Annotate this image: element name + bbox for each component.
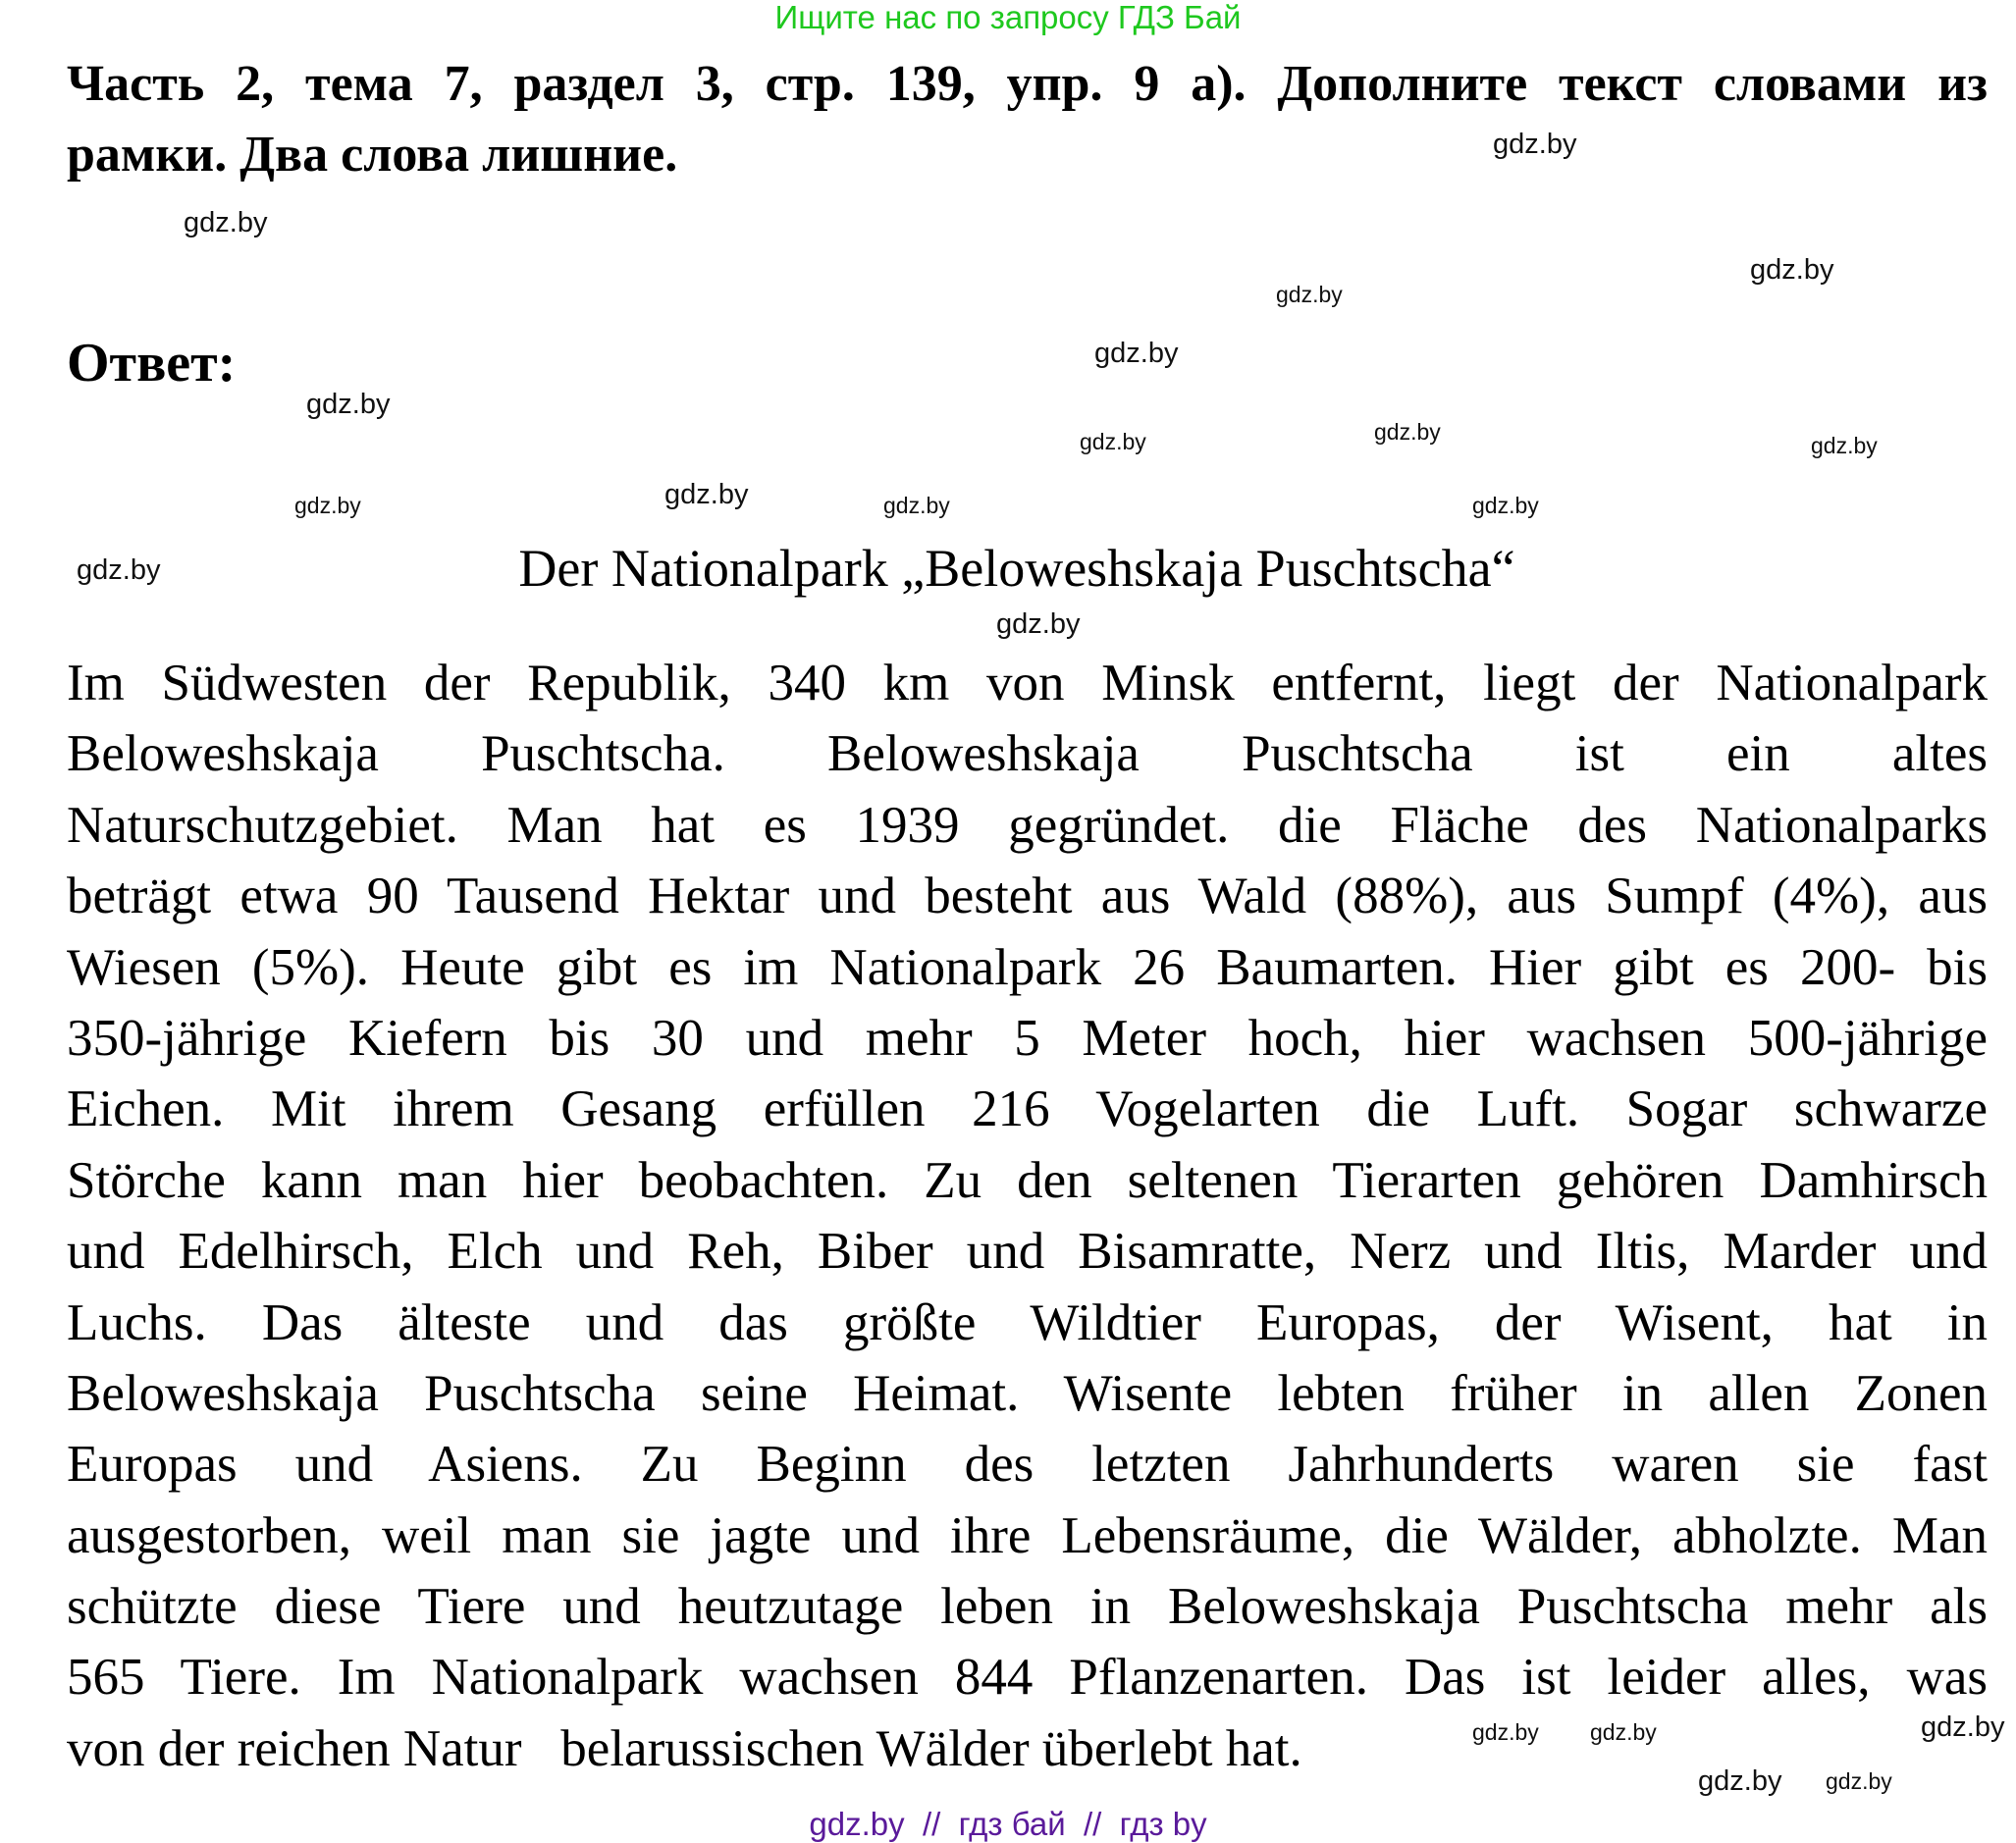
watermark: gdz.by [1698, 1765, 1782, 1797]
text-line: ausgestorben, weil man sie jagte und ihre Lebensräume, die Wälder, abholzte. Man [67, 1506, 1988, 1564]
watermark: gdz.by [1590, 1719, 1657, 1745]
watermark: gdz.by [1094, 338, 1179, 369]
watermark: gdz.by [883, 493, 950, 518]
watermark: gdz.by [1493, 129, 1577, 160]
watermark: gdz.by [1921, 1711, 2005, 1743]
text-line: Im Südwesten der Republik, 340 km von Minsk entfernt, liegt der Nationalpark [67, 655, 1988, 711]
text-line: Eichen. Mit ihrem Gesang erfüllen 216 Vogelarten die Luft. Sogar schwarze [67, 1080, 1988, 1138]
text-title: Der Nationalpark „Beloweshskaja Puschtscha“ [518, 539, 1515, 598]
heading-line: рамки. Два слова лишние. [67, 127, 678, 183]
answer-label: Ответ: [67, 333, 237, 394]
text-line: Europas und Asiens. Zu Beginn des letzten Jahrhunderts waren sie fast [67, 1436, 1988, 1494]
watermark: gdz.by [1750, 254, 1834, 286]
text-line: Störche kann man hier beobachten. Zu den seltenen Tierarten gehören Damhirsch [67, 1151, 1988, 1209]
watermark: gdz.by [294, 493, 361, 518]
answer-text [67, 648, 1988, 1784]
watermark: gdz.by [1374, 419, 1441, 445]
text-line: Wiesen (5%). Heute gibt es im Nationalpark 26 Baumarten. Hier gibt es 200- bis [67, 938, 1988, 996]
text-line: schützte diese Tiere und heutzutage leben in Beloweshskaja Puschtscha mehr als [67, 1578, 1988, 1636]
text-line: Naturschutzgebiet. Man hat es 1939 gegründet. die Fläche des Nationalparks [67, 796, 1988, 854]
text-line: von der reichen Natur belarussischen Wälder überlebt hat. [67, 1719, 1302, 1777]
text-line: und Edelhirsch, Elch und Reh, Biber und Bisamratte, Nerz und Iltis, Marder und [67, 1223, 1988, 1281]
text-line: Beloweshskaja Puschtscha. Beloweshskaja Puschtscha ist ein altes [67, 725, 1988, 783]
text-line: 350-jährige Kiefern bis 30 und mehr 5 Meter hoch, hier wachsen 500-jährige [67, 1009, 1988, 1067]
watermark: gdz.by [1276, 282, 1343, 307]
watermark: gdz.by [184, 207, 268, 238]
watermark: gdz.by [1472, 1719, 1539, 1745]
watermark: gdz.by [1472, 493, 1539, 518]
text-line: beträgt etwa 90 Tausend Hektar und besteht aus Wald (88%), aus Sumpf (4%), aus [67, 868, 1988, 925]
text-line: Luchs. Das älteste und das größte Wildtier Europas, der Wisent, hat in [67, 1293, 1988, 1351]
text-line: 565 Tiere. Im Nationalpark wachsen 844 Pflanzenarten. Das ist leider alles, was [67, 1649, 1988, 1707]
watermark: gdz.by [996, 608, 1081, 640]
watermark: gdz.by [306, 389, 391, 420]
watermark: gdz.by [1080, 429, 1146, 454]
heading-line: Часть 2, тема 7, раздел 3, стр. 139, упр. 9 а). Дополните текст словами из [67, 56, 1988, 112]
watermark: gdz.by [77, 554, 161, 586]
watermark: gdz.by [1811, 433, 1878, 458]
watermark: gdz.by [1826, 1768, 1892, 1794]
exercise-heading [67, 49, 1988, 190]
footer-links: gdz.by // гдз бай // гдз by [809, 1806, 1207, 1842]
search-banner: Ищите нас по запросу ГДЗ Бай [774, 0, 1242, 35]
text-line: Beloweshskaja Puschtscha seine Heimat. Wisente lebten früher in allen Zonen [67, 1364, 1988, 1422]
watermark: gdz.by [664, 479, 749, 510]
